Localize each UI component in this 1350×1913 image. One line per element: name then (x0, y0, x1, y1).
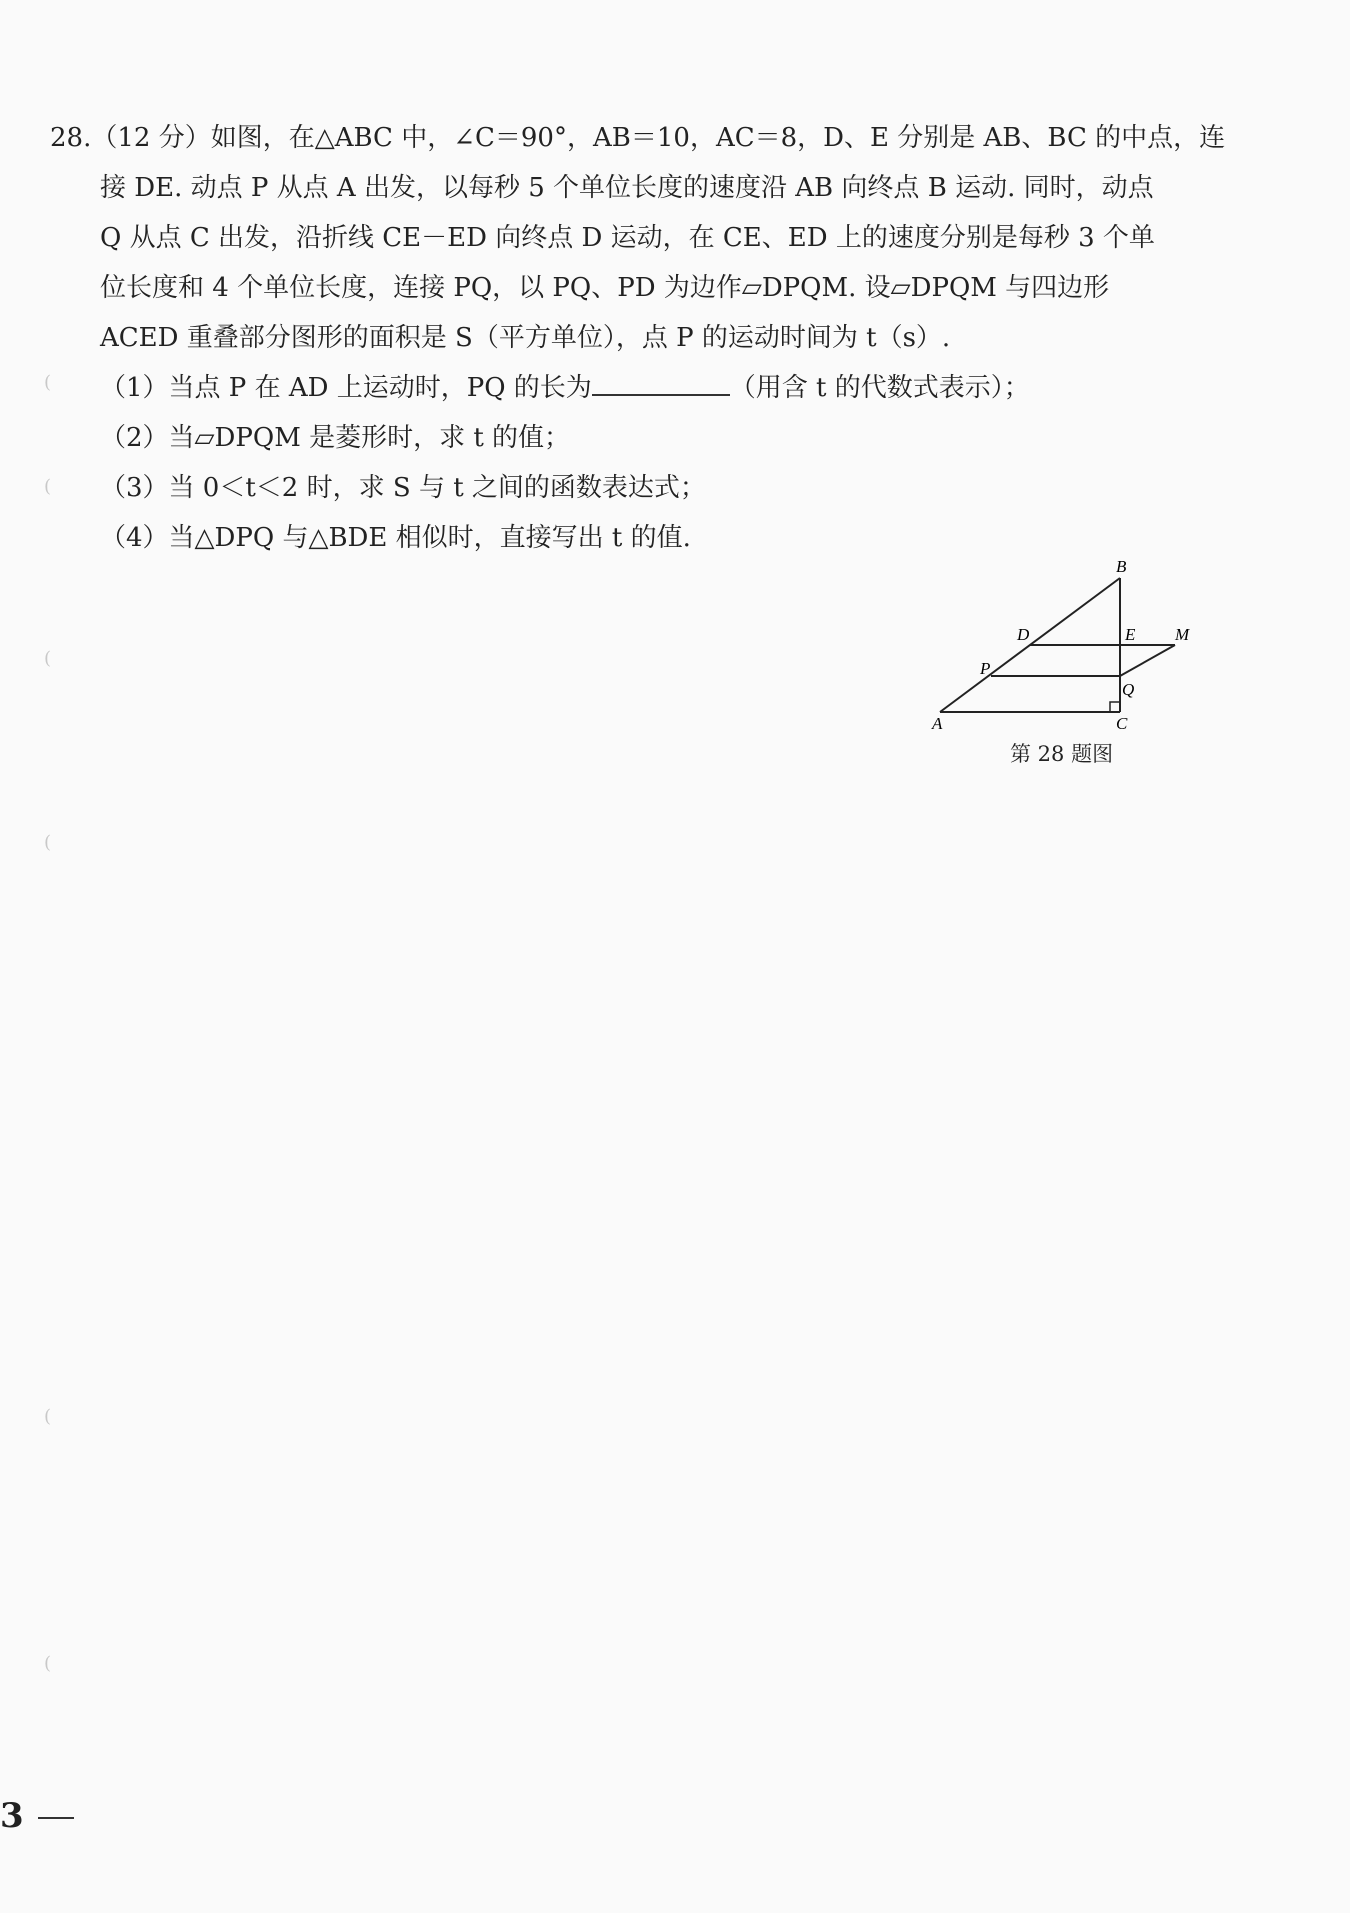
problem-text-line-2: 接 DE. 动点 P 从点 A 出发，以每秒 5 个单位长度的速度沿 AB 向终点 B 运动. 同时，动点 (100, 173, 1154, 203)
label-a: A (932, 714, 943, 733)
problem-text-line-1: 28.（12 分）如图，在△ABC 中，∠C＝90°，AB＝10，AC＝8，D、E 分别是 AB、BC 的中点，连 (50, 123, 1226, 153)
figure-diagram (928, 552, 1208, 742)
label-c: C (1116, 714, 1128, 733)
page-footer (0, 1796, 74, 1836)
footer-dash (38, 1817, 74, 1819)
label-p: P (980, 659, 991, 678)
label-b: B (1116, 557, 1127, 576)
problem-text-line-3: Q 从点 C 出发，沿折线 CE－ED 向终点 D 运动，在 CE、ED 上的速度分别是每秒 3 个单 (100, 223, 1155, 253)
label-e: E (1125, 625, 1136, 644)
sub-question-1 (100, 368, 1030, 408)
margin-mark: ( (44, 832, 52, 853)
problem-text-line-4: 位长度和 4 个单位长度，连接 PQ，以 PQ、PD 为边作▱DPQM. 设▱DPQM 与四边形 (100, 273, 1110, 303)
geometry-figure (928, 552, 1208, 772)
margin-mark: ( (44, 1406, 52, 1427)
page-number: 3 (0, 1796, 24, 1836)
label-m: M (1175, 625, 1190, 644)
right-angle-mark (1110, 702, 1120, 712)
margin-mark: ( (44, 1653, 52, 1674)
sub-question-1-text: （1）当点 P 在 AD 上运动时，PQ 的长为 (100, 373, 592, 403)
label-d: D (1017, 625, 1030, 644)
margin-mark: ( (44, 648, 52, 669)
label-q: Q (1122, 680, 1135, 699)
sub-question-3: （3）当 0＜t＜2 时，求 S 与 t 之间的函数表达式； (100, 473, 706, 503)
sub-question-1-note: （用含 t 的代数式表示）； (729, 373, 1030, 403)
figure-caption: 第 28 题图 (1010, 742, 1114, 766)
segment-qm (1120, 645, 1175, 676)
margin-mark: ( (44, 476, 52, 497)
sub-question-2: （2）当▱DPQM 是菱形时，求 t 的值； (100, 423, 571, 453)
margin-mark: ( (44, 372, 52, 393)
sub-question-4: （4）当△DPQ 与△BDE 相似时，直接写出 t 的值. (100, 523, 691, 553)
problem-text-line-5: ACED 重叠部分图形的面积是 S（平方单位），点 P 的运动时间为 t（s）. (100, 323, 951, 353)
answer-blank (592, 368, 730, 396)
